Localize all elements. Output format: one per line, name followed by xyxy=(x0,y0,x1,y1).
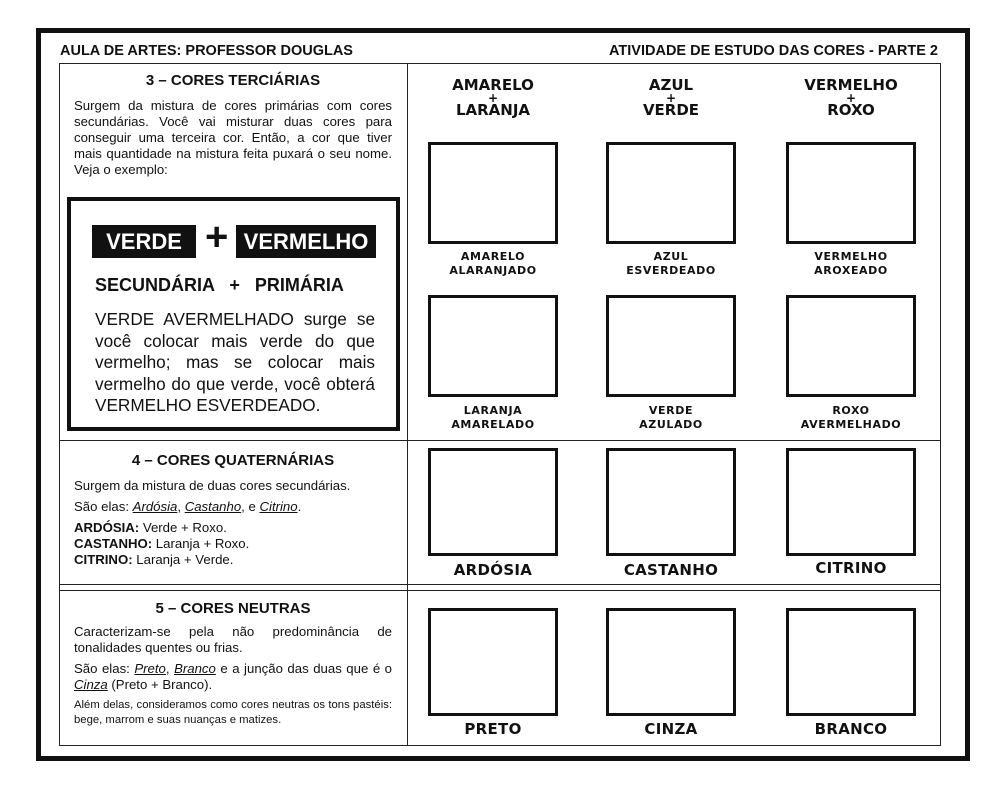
mix-3-plus: + xyxy=(845,91,857,105)
text: , xyxy=(177,499,185,514)
mix-3-top: VERMELHO xyxy=(804,76,898,94)
example-primary: PRIMÁRIA xyxy=(254,275,344,295)
example-tag-vermelho: VERMELHO xyxy=(236,225,376,258)
mix-1-plus: + xyxy=(487,91,499,105)
mix-1-bottom: LARANJA xyxy=(455,101,531,119)
def-name: ARDÓSIA: xyxy=(74,520,140,535)
neutral-description xyxy=(74,624,392,728)
text: (Preto + Branco). xyxy=(107,677,213,692)
mix-1-top: AMARELO xyxy=(452,76,534,94)
table-left-border xyxy=(59,63,60,746)
label-preto: PRETO xyxy=(464,720,522,738)
definition-citrino xyxy=(74,552,396,568)
mix-2-plus: + xyxy=(665,91,677,105)
label-cinza: CINZA xyxy=(644,720,698,738)
label-laranja-amarelado xyxy=(420,404,566,432)
color-box-cinza[interactable] xyxy=(606,608,736,716)
text: , e xyxy=(241,499,260,514)
color-name-branco: Branco xyxy=(174,661,216,676)
label-line: ALARANJADO xyxy=(449,264,537,277)
label-line: AVERMELHADO xyxy=(800,418,902,431)
row-divider-3 xyxy=(59,590,941,591)
color-box-ardosia[interactable] xyxy=(428,448,558,556)
label-line: AZUL xyxy=(653,250,689,263)
label-citrino: CITRINO xyxy=(815,559,887,577)
color-name-castanho: Castanho xyxy=(184,499,242,514)
table-right-border xyxy=(940,63,941,746)
label-line: LARANJA xyxy=(463,404,523,417)
label-castanho: CASTANHO xyxy=(623,561,719,579)
row-divider-2 xyxy=(59,584,941,585)
text: e a junção das duas que é o xyxy=(215,661,393,676)
label-line: ROXO xyxy=(832,404,870,417)
mix-2-bottom: VERDE xyxy=(642,101,700,119)
example-plus: + xyxy=(205,215,229,259)
text: , xyxy=(165,661,175,676)
mix-heading-3 xyxy=(778,78,924,118)
neutral-note: Além delas, consideramos como cores neutras os tons pastéis: bege, marrom e suas nuanças e matizes. xyxy=(74,699,392,726)
label-line: AMARELADO xyxy=(451,418,535,431)
quaternary-description xyxy=(74,478,396,568)
label-line: AROXEADO xyxy=(814,264,888,277)
label-amarelo-alaranjado xyxy=(420,250,566,278)
color-box-azul-esverdeado[interactable] xyxy=(606,142,736,244)
mix-2-top: AZUL xyxy=(648,76,694,94)
label-vermelho-aroxeado xyxy=(778,250,924,278)
color-name-ardosia: Ardósia xyxy=(132,499,178,514)
def-value: Laranja + Verde. xyxy=(132,552,234,567)
color-box-amarelo-alaranjado[interactable] xyxy=(428,142,558,244)
label-verde-azulado xyxy=(598,404,744,432)
example-box xyxy=(67,197,400,431)
label-line: VERDE xyxy=(648,404,694,417)
neutral-title: 5 – CORES NEUTRAS xyxy=(155,600,311,617)
neutral-line2 xyxy=(74,661,392,693)
label-roxo-avermelhado xyxy=(778,404,924,432)
text: . xyxy=(297,499,302,514)
color-box-verde-azulado[interactable] xyxy=(606,295,736,397)
header-class-title: AULA DE ARTES: PROFESSOR DOUGLAS xyxy=(60,43,353,59)
example-types: SECUNDÁRIA + PRIMÁRIA xyxy=(95,275,344,295)
header-activity-title: ATIVIDADE DE ESTUDO DAS CORES - PARTE 2 xyxy=(609,43,938,59)
def-name: CASTANHO: xyxy=(74,536,153,551)
color-box-citrino[interactable] xyxy=(786,448,916,556)
mix-heading-1 xyxy=(420,78,566,118)
label-branco: BRANCO xyxy=(814,720,888,738)
row-divider-1 xyxy=(59,440,941,441)
color-box-branco[interactable] xyxy=(786,608,916,716)
table-bottom-border xyxy=(59,745,941,746)
example-tag-verde: VERDE xyxy=(92,225,196,258)
label-line: AMARELO xyxy=(460,250,526,263)
mix-heading-2 xyxy=(598,78,744,118)
tertiary-description: Surgem da mistura de cores primárias com cores secundárias. Você vai misturar duas cores para conseguir uma terceira cor. Então, a cor que tiver mais quantidade na mistura feita puxará o seu nome. Veja o exemplo: xyxy=(74,98,392,177)
color-box-vermelho-aroxeado[interactable] xyxy=(786,142,916,244)
example-explanation: VERDE AVERMELHADO surge se você colocar mais verde do que vermelho; mas se colocar mais vermelho do que verde, você obterá VERMELHO ESVERDEADO. xyxy=(95,309,375,415)
table-top-border xyxy=(59,63,941,64)
example-secondary: SECUNDÁRIA xyxy=(95,275,215,295)
quaternary-line1: Surgem da mistura de duas cores secundárias. xyxy=(74,478,351,493)
color-box-preto[interactable] xyxy=(428,608,558,716)
definition-castanho xyxy=(74,536,396,552)
text: São elas: xyxy=(74,661,135,676)
def-value: Verde + Roxo. xyxy=(139,520,227,535)
label-azul-esverdeado xyxy=(598,250,744,278)
neutral-line1: Caracterizam-se pela não predominância de tonalidades quentes ou frias. xyxy=(74,624,392,655)
text: São elas: xyxy=(74,499,133,514)
color-box-castanho[interactable] xyxy=(606,448,736,556)
quaternary-line2 xyxy=(74,499,396,515)
label-line: AZULADO xyxy=(639,418,703,431)
definition-ardosia xyxy=(74,520,396,536)
color-name-preto: Preto xyxy=(134,661,166,676)
color-box-laranja-amarelado[interactable] xyxy=(428,295,558,397)
quaternary-title: 4 – CORES QUATERNÁRIAS xyxy=(131,452,335,469)
label-ardosia: ARDÓSIA xyxy=(453,561,533,579)
label-line: VERMELHO xyxy=(814,250,888,263)
color-name-cinza: Cinza xyxy=(74,677,108,692)
def-value: Laranja + Roxo. xyxy=(152,536,250,551)
column-divider xyxy=(407,63,408,746)
tertiary-title: 3 – CORES TERCIÁRIAS xyxy=(145,72,321,89)
color-box-roxo-avermelhado[interactable] xyxy=(786,295,916,397)
mix-3-bottom: ROXO xyxy=(827,101,875,119)
label-line: ESVERDEADO xyxy=(626,264,716,277)
def-name: CITRINO: xyxy=(74,552,133,567)
color-name-citrino: Citrino xyxy=(259,499,298,514)
